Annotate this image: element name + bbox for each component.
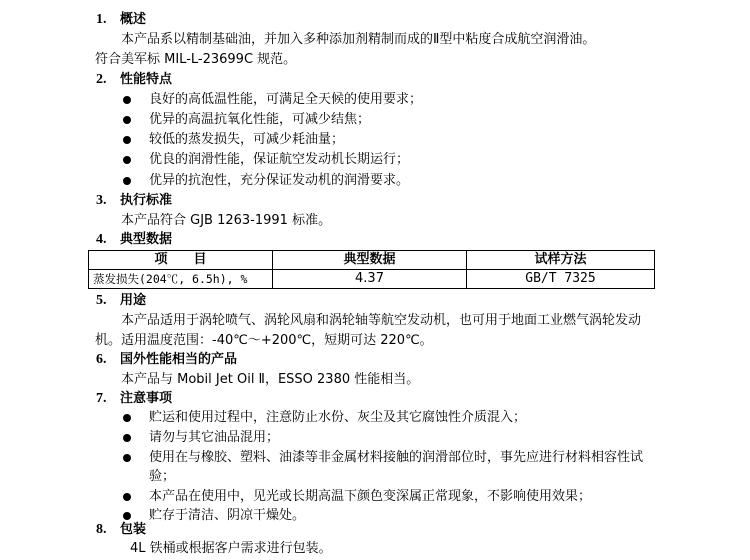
section-1-paragraph-2: 符合美军标 MIL-L-23699C 规范。 xyxy=(95,52,297,67)
table-cell-method: GB/T 7325 xyxy=(467,270,655,289)
section-1-number: 1. xyxy=(96,12,107,27)
section-2-title: 性能特点 xyxy=(120,72,173,87)
section-2-number: 2. xyxy=(96,72,107,87)
caution-item: 使用在与橡胶、塑料、油漆等非金属材料接触的润滑部位时，事先应进行材料相容性试验； xyxy=(149,450,644,484)
table-cell-item: 蒸发损失(204℃, 6.5h), % xyxy=(89,270,273,289)
bullet-icon xyxy=(123,136,131,144)
table-header-row xyxy=(89,251,655,270)
section-4-number: 4. xyxy=(96,232,107,247)
table-header-method: 试样方法 xyxy=(467,251,655,270)
caution-item: 贮存于清洁、阴凉干燥处。 xyxy=(149,508,306,523)
section-5-title: 用途 xyxy=(120,293,147,308)
bullet-icon xyxy=(123,454,131,462)
section-8-title: 包装 xyxy=(120,522,147,537)
section-7-number: 7. xyxy=(96,391,107,406)
feature-item: 良好的高低温性能，可满足全天候的使用要求； xyxy=(149,92,423,107)
bullet-icon xyxy=(123,493,131,501)
section-3-paragraph: 本产品符合 GJB 1263-1991 标准。 xyxy=(121,213,332,228)
section-3-number: 3. xyxy=(96,193,107,208)
bullet-icon xyxy=(123,116,131,124)
table-header-value: 典型数据 xyxy=(273,251,467,270)
section-7-title: 注意事项 xyxy=(120,391,173,406)
table-cell-value: 4.37 xyxy=(273,270,467,289)
feature-item: 优异的高温抗氧化性能，可减少结焦； xyxy=(149,112,371,127)
section-6-number: 6. xyxy=(96,352,107,367)
section-8-paragraph: 4L 铁桶或根据客户需求进行包装。 xyxy=(130,541,332,556)
section-3-title: 执行标准 xyxy=(120,193,173,208)
feature-item: 优异的抗泡性，充分保证发动机的润滑要求。 xyxy=(149,173,410,188)
table-row xyxy=(89,270,655,289)
caution-item: 本产品在使用中，见光或长期高温下颜色变深属正常现象，不影响使用效果； xyxy=(149,489,592,504)
caution-item: 请勿与其它油品混用； xyxy=(149,430,280,445)
typical-data-table xyxy=(88,250,655,289)
caution-item: 贮运和使用过程中，注意防止水份、灰尘及其它腐蚀性介质混入； xyxy=(149,410,527,425)
bullet-icon xyxy=(123,96,131,104)
bullet-icon xyxy=(123,434,131,442)
feature-item: 较低的蒸发损失，可减少耗油量； xyxy=(149,132,345,147)
section-8-number: 8. xyxy=(96,522,107,537)
bullet-icon xyxy=(123,156,131,164)
section-6-paragraph: 本产品与 Mobil Jet Oil Ⅱ，ESSO 2380 性能相当。 xyxy=(121,372,420,387)
section-6-title: 国外性能相当的产品 xyxy=(120,352,238,367)
section-4-title: 典型数据 xyxy=(120,232,173,247)
bullet-icon xyxy=(123,414,131,422)
section-1-paragraph: 本产品系以精制基础油，并加入多种添加剂精制而成的Ⅱ型中粘度合成航空润滑油。 xyxy=(121,32,596,47)
section-5-number: 5. xyxy=(96,293,107,308)
bullet-icon xyxy=(123,512,131,520)
section-5-paragraph: 本产品适用于涡轮喷气、涡轮风扇和涡轮轴等航空发动机，也可用于地面工业燃气涡轮发动机。适用温度范围：-40℃～+200℃，短期可达 220℃。 xyxy=(95,313,642,348)
feature-item: 优良的润滑性能，保证航空发动机长期运行； xyxy=(149,152,410,167)
section-1-title: 概述 xyxy=(120,12,147,27)
table-header-item: 项 目 xyxy=(89,251,273,270)
bullet-icon xyxy=(123,177,131,185)
